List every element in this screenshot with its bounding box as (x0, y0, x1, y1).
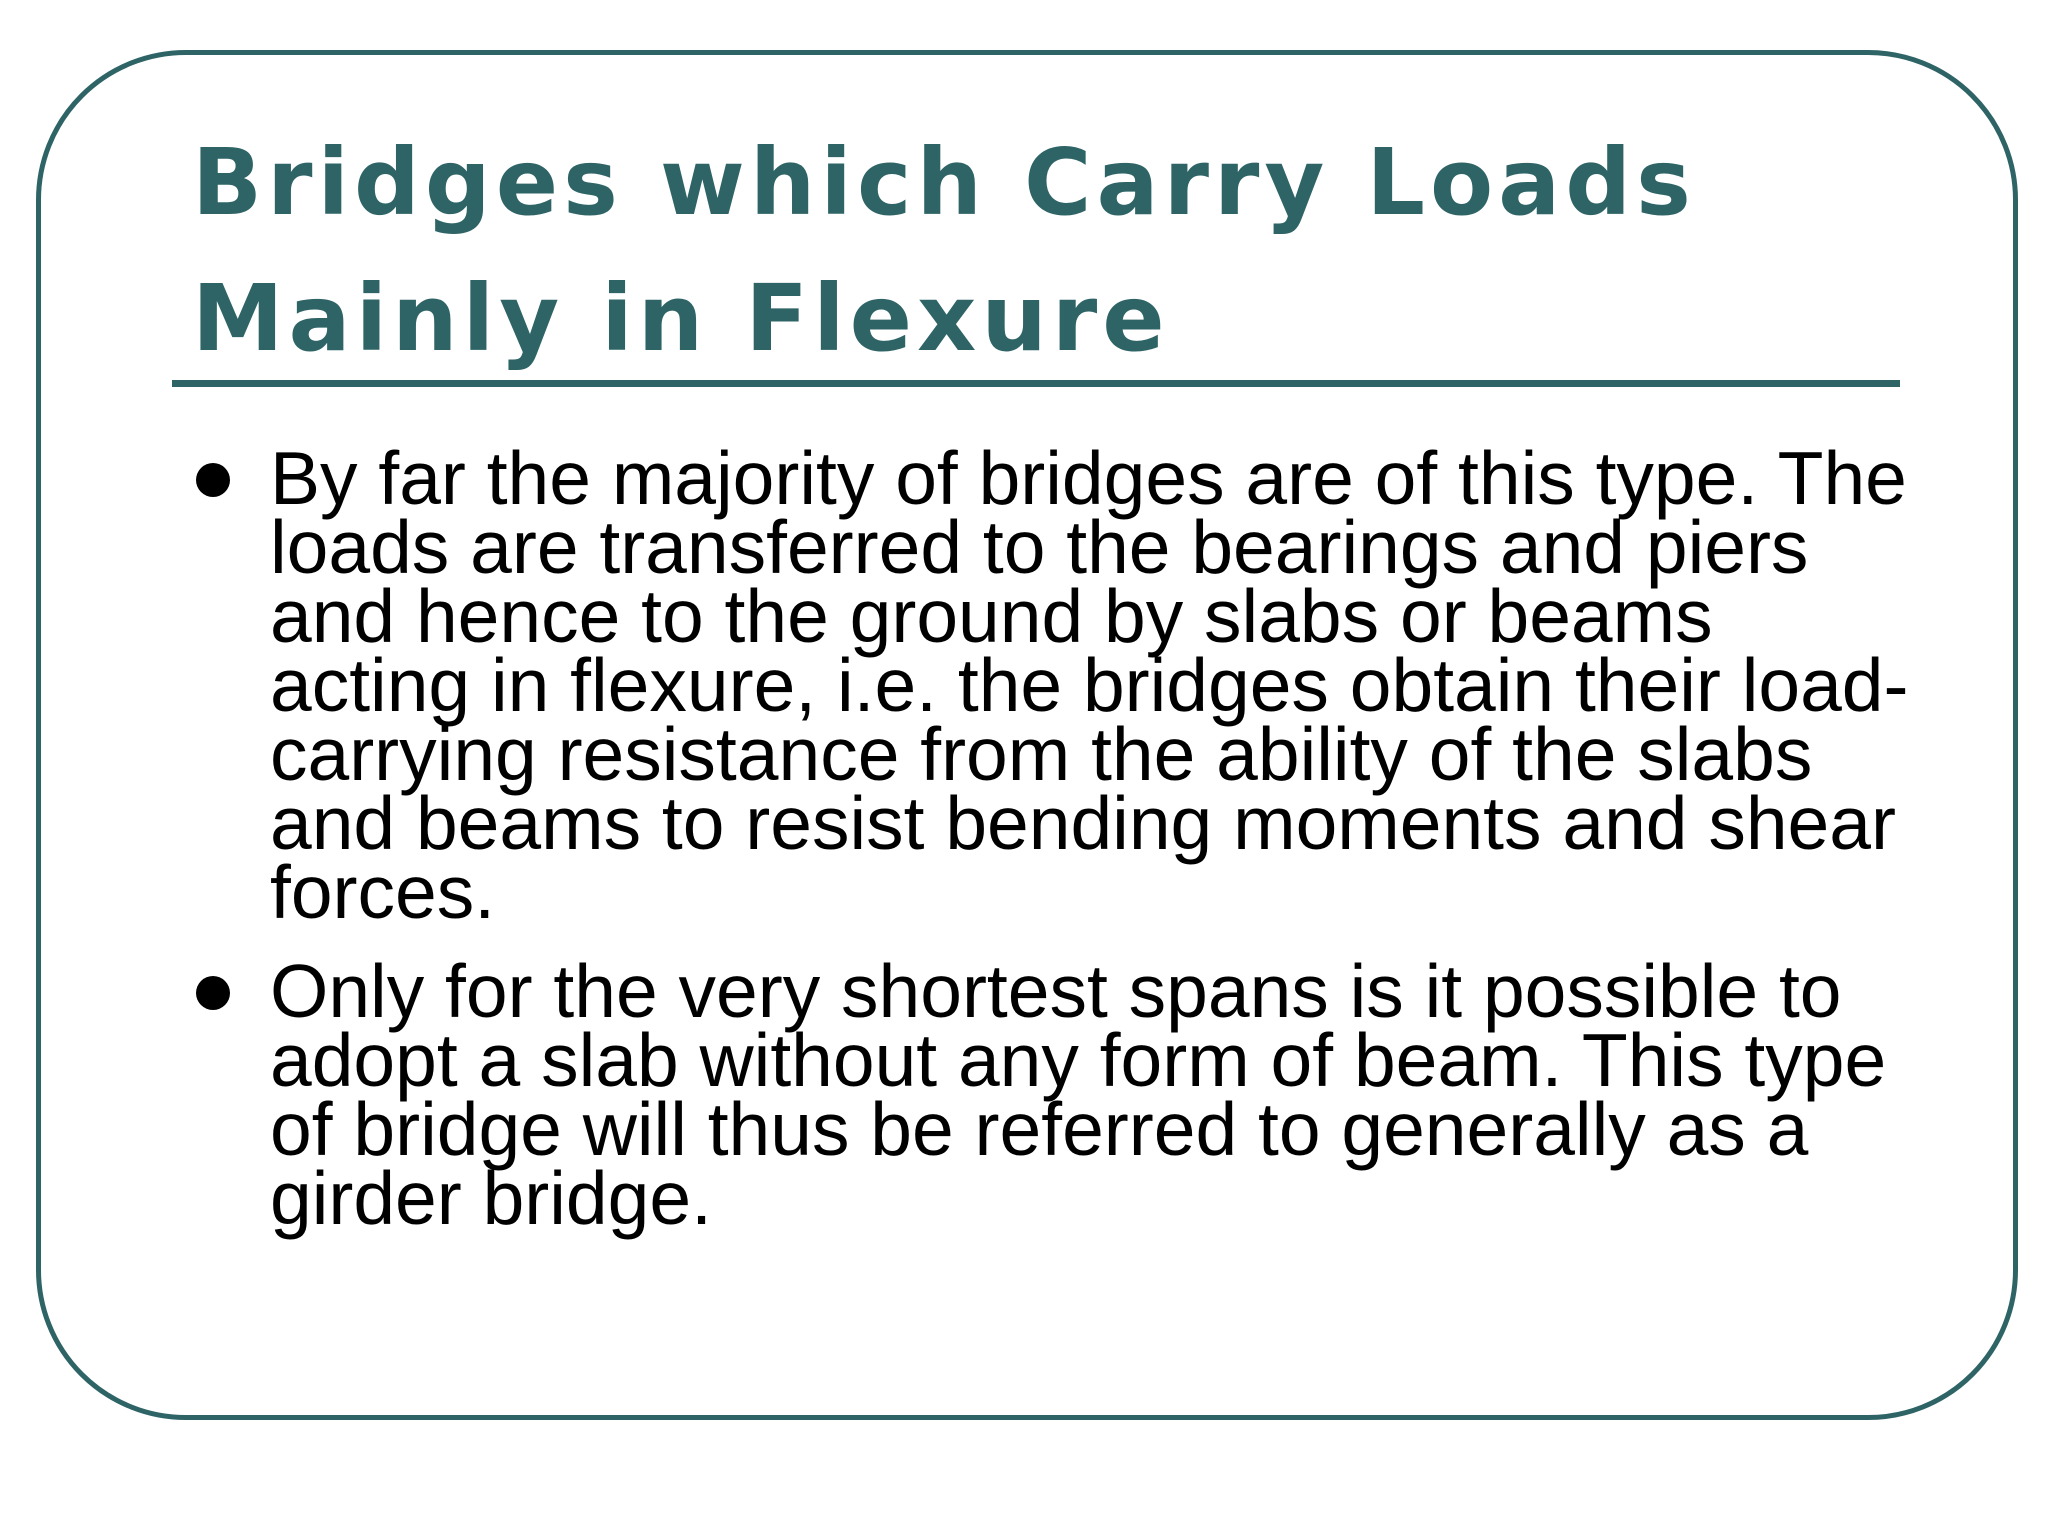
title-line-1: Bridges which Carry Loads (192, 129, 1696, 236)
bullet-item-1 (196, 436, 1916, 934)
bullet-text-2: Only for the very shortest spans is it possible to adopt a slab without any form of beam. This type of bridge will thus be referred to generally as a girder bridge. (270, 949, 1887, 1240)
bullet-dot-icon (196, 976, 230, 1010)
bullet-item-2 (196, 949, 1916, 1240)
slide-title (192, 115, 1912, 387)
bullet-dot-icon (196, 463, 230, 497)
bullet-text-1: By far the majority of bridges are of this type. The loads are transferred to the bearings and piers and hence to the ground by slabs or beams acting in flexure, i.e. the bridges obtain their load-carrying resistance from the ability of the slabs and beams to resist bending moments and shear forces. (270, 436, 1909, 934)
bullet-list (196, 436, 1916, 1263)
title-line-2: Mainly in Flexure (192, 265, 1170, 372)
title-divider (172, 380, 1900, 387)
